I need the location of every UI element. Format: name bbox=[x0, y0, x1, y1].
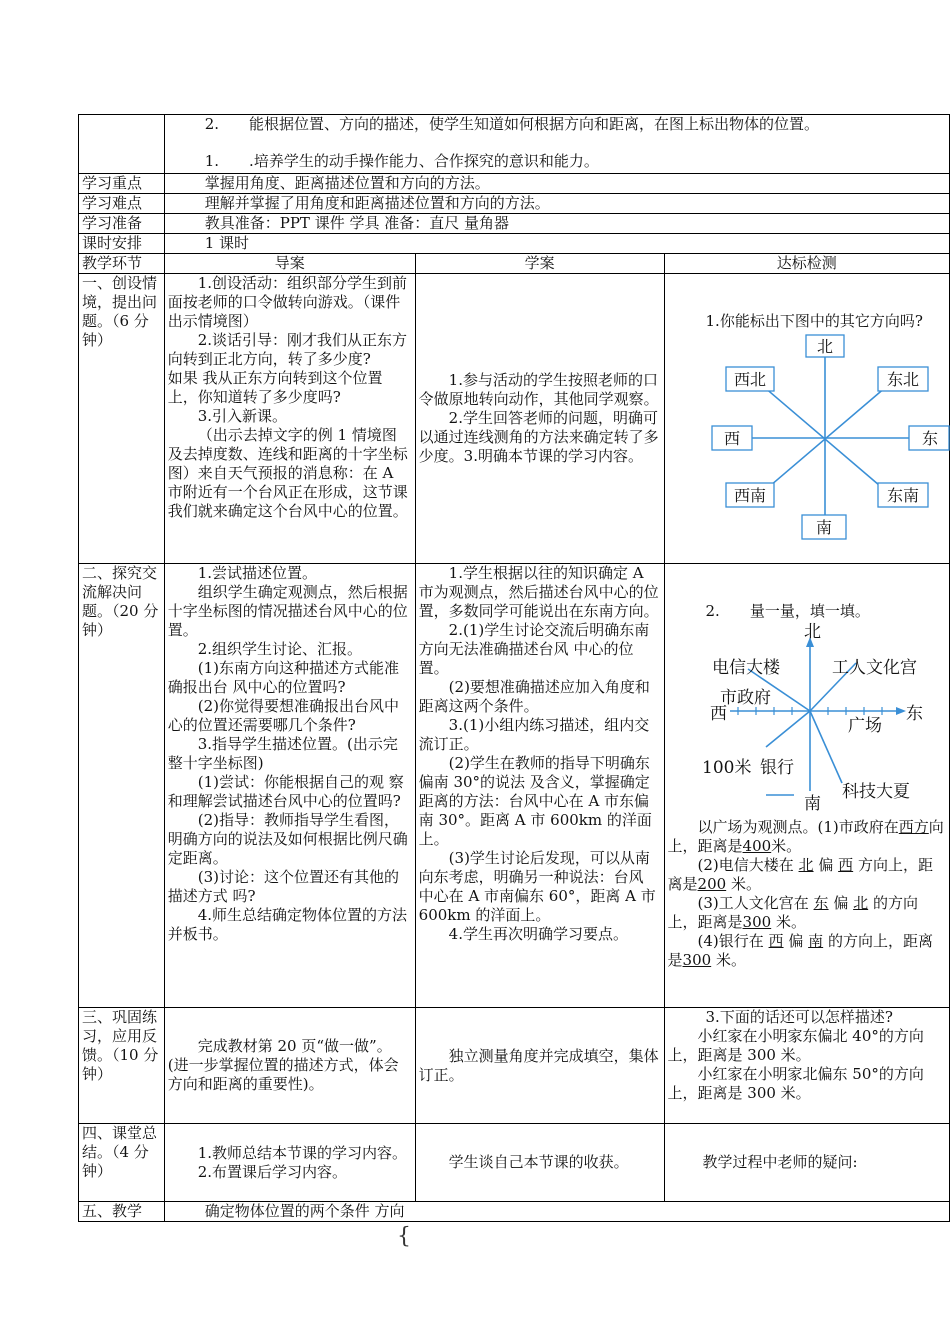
key-points-value: 掌握用角度、距离描述位置和方向的方法。 bbox=[164, 174, 949, 194]
brace-mark: { bbox=[397, 1224, 411, 1249]
stage2-study-p6: (3)学生讨论后发现，可以从南向东考虑，明确另一种说法：台风 中心在 A 市南偏东 60°，距离 A 市 600km 的洋面上。 bbox=[418, 849, 656, 924]
lesson-plan-table bbox=[78, 114, 950, 1222]
stage2-guide-p8: (2)指导：教师指导学生看图，明确方向的说法及如何根据比例尺确定距离。 bbox=[167, 811, 408, 867]
stage1-guide bbox=[164, 274, 415, 564]
answer-1-distance: 400 bbox=[742, 837, 772, 855]
stage2-study-p2: 2.(1)学生讨论交流后明确东南方向无法准确描述台风 中心的位置。 bbox=[418, 621, 650, 677]
stage1-check-title: 1.你能标出下图中的其它方向吗? bbox=[705, 312, 923, 330]
stage2-row bbox=[79, 564, 950, 1008]
compass-east-label: 东 bbox=[921, 429, 938, 448]
difficulty-row bbox=[79, 194, 950, 214]
stage4-label: 四、课堂总结。（4 分钟） bbox=[79, 1124, 165, 1202]
stage2-study-p3: (2)要想准确描述应加入角度和距离这两个条件。 bbox=[418, 678, 650, 715]
time-label: 课时安排 bbox=[79, 234, 165, 254]
location-map bbox=[701, 622, 938, 814]
stage2-study-p5: (2)学生在教师的指导下明确东偏南 30°的说法 及含义，掌握确定距离的方法：台风中心在 A 市东偏南 30°。距离 A 市 600km 的洋面上。 bbox=[418, 754, 652, 848]
stage1-guide-p3: 如果 我从正东方向转到这个位置上，你知道转了多少度吗? bbox=[167, 369, 383, 406]
stage4-guide-p2: 2.布置课后学习内容。 bbox=[197, 1162, 348, 1181]
stage1-row bbox=[79, 274, 950, 564]
answer-intro: 以广场为观测点。(1)市政府在西方向上，距离是400米。 bbox=[667, 818, 944, 855]
stage1-label: 一、创设情境，提出问题。（6 分钟） bbox=[79, 274, 165, 564]
difficulty-value: 理解并掌握了用角度和距离描述位置和方向的方法。 bbox=[164, 194, 949, 214]
map-north-label: 北 bbox=[803, 622, 821, 642]
stage3-guide: 完成教材第 20 页“做一做”。(进一步掌握位置的描述方式，体会方向和距离的重要性)。 bbox=[164, 1008, 415, 1124]
stage2-study-p4: 3.(1)小组内练习描述，组内交流订正。 bbox=[418, 716, 650, 753]
stage4-row bbox=[79, 1124, 950, 1202]
preparation-value: 教具准备：PPT 课件 学具 准备：直尺 量角器 bbox=[164, 214, 949, 234]
header-row bbox=[79, 254, 950, 274]
compass-southwest-label: 西南 bbox=[733, 486, 766, 505]
stage2-label: 二、探究交流解决问题。（20 分钟） bbox=[79, 564, 165, 1008]
header-stage: 教学环节 bbox=[79, 254, 165, 274]
map-telecom-label: 电信大楼 bbox=[711, 658, 780, 678]
stage1-study-p2: 2.学生回答老师的问题，明确可以通过连线测角的方法来确定转了多少度。3.明确本节课的学习内容。 bbox=[418, 409, 659, 465]
stage2-guide-p10: 4.师生总结确定物体位置的方法并板书。 bbox=[167, 906, 408, 943]
stage1-guide-p2: 2.谈话引导：刚才我们从正东方向转到正北方向，转了多少度? bbox=[167, 331, 408, 368]
stage3-label: 三、巩固练习，应用反馈。（10 分钟） bbox=[79, 1008, 165, 1124]
preparation-row bbox=[79, 214, 950, 234]
difficulty-label: 学习难点 bbox=[79, 194, 165, 214]
objective-1: 1. .培养学生的动手操作能力、合作探究的意识和能力。 bbox=[204, 152, 599, 170]
key-points-row bbox=[79, 174, 950, 194]
key-points-label: 学习重点 bbox=[79, 174, 165, 194]
map-square-label: 广场 bbox=[847, 716, 882, 736]
preparation-label: 学习准备 bbox=[79, 214, 165, 234]
stage1-study bbox=[415, 274, 664, 564]
stage4-study: 学生谈自己本节课的收获。 bbox=[415, 1124, 664, 1202]
stage2-check bbox=[664, 564, 949, 1008]
map-south-label: 南 bbox=[803, 794, 821, 814]
map-govt-label: 市政府 bbox=[719, 688, 771, 708]
stage2-study bbox=[415, 564, 664, 1008]
stage2-study-p1: 1.学生根据以往的知识确定 A 市为观测点，然后描述台风中心的位置，多数同学可能说出在东南方向。 bbox=[418, 564, 659, 620]
compass-north-label: 北 bbox=[816, 337, 833, 356]
map-east-label: 东 bbox=[905, 704, 923, 724]
objective-2: 2. 能根据位置、方向的描述，使学生知道如何根据方向和距离，在图上标出物体的位置。 bbox=[204, 115, 820, 133]
compass-diagram bbox=[710, 333, 940, 543]
answer-1-direction: 西方 bbox=[898, 818, 929, 836]
stage1-guide-p5: （出示去掉文字的例 1 情境图及去掉度数、连线和距离的十字坐标图）来自天气预报的消息称：在 A 市附近有一个台风正在形成，这节课我们就来确定这个台风中心的位置。 bbox=[167, 426, 408, 520]
time-value: 1 课时 bbox=[164, 234, 949, 254]
header-check: 达标检测 bbox=[664, 254, 949, 274]
map-palace-label: 工人文化宫 bbox=[831, 658, 917, 678]
stage3-study: 独立测量角度并完成填空，集体订正。 bbox=[415, 1008, 664, 1124]
header-study: 学案 bbox=[415, 254, 664, 274]
stage5-row bbox=[79, 1202, 950, 1222]
stage2-guide-p2: 组织学生确定观测点，然后根据十字坐标图的情况描述台风中心的位置。 bbox=[167, 583, 408, 639]
answer-4: (4)银行在 西 偏 南 的方向上，距离是300 米。 bbox=[667, 932, 933, 969]
stage2-guide bbox=[164, 564, 415, 1008]
answer-2: (2)电信大楼在 北 偏 西 方向上，距离是200 米。 bbox=[667, 856, 933, 893]
stage2-guide-p5: (2)你觉得要想准确报出台风中心的位置还需要哪几个条件? bbox=[167, 697, 399, 734]
stage5-content: 确定物体位置的两个条件 方向 bbox=[164, 1202, 949, 1222]
answer-3: (3)工人文化宫在 东 偏 北 的方向上，距离是300 米。 bbox=[667, 894, 918, 931]
stage1-guide-p1: 1.创设活动：组织部分学生到前面按老师的口令做转向游戏。（课件出示情境图） bbox=[167, 274, 408, 330]
stage1-check bbox=[664, 274, 949, 564]
stage2-check-title: 2. 量一量，填一填。 bbox=[705, 602, 870, 620]
stage4-guide bbox=[164, 1124, 415, 1202]
stage2-guide-p7: (1)尝试：你能根据自己的观 察和理解尝试描述台风中心的位置吗? bbox=[167, 773, 404, 810]
stage3-check bbox=[664, 1008, 949, 1124]
stage2-guide-p1: 1.尝试描述位置。 bbox=[197, 564, 318, 582]
compass-south-label: 南 bbox=[815, 518, 832, 537]
stage2-guide-p4: (1)东南方向这种描述方式能准确报出台 风中心的位置吗? bbox=[167, 659, 399, 696]
stage3-check-line1: 小红家在小明家东偏北 40°的方向上，距离是 300 米。 bbox=[667, 1027, 924, 1064]
stage3-check-line2: 小红家在小明家北偏东 50°的方向上，距离是 300 米。 bbox=[667, 1065, 924, 1102]
map-west-label: 西 bbox=[709, 704, 727, 724]
compass-west-label: 西 bbox=[723, 429, 740, 448]
map-bank-label: 银行 bbox=[759, 758, 794, 778]
stage2-guide-p6: 3.指导学生描述位置。(出示完整十字坐标图) bbox=[167, 735, 398, 772]
header-guide: 导案 bbox=[164, 254, 415, 274]
stage5-label: 五、教学 bbox=[79, 1202, 165, 1222]
stage1-guide-p4: 3.引入新课。 bbox=[197, 407, 288, 425]
stage2-study-p7: 4.学生再次明确学习要点。 bbox=[448, 925, 628, 943]
objectives-row bbox=[79, 115, 950, 174]
compass-northeast-label: 东北 bbox=[886, 370, 919, 389]
stage2-guide-p3: 2.组织学生讨论、汇报。 bbox=[197, 640, 363, 658]
map-tech-label: 科技大夏 bbox=[841, 782, 910, 802]
map-scale-label: 100米 bbox=[701, 758, 751, 778]
compass-northwest-label: 西北 bbox=[733, 370, 766, 389]
stage2-guide-p9: (3)讨论：这个位置还有其他的描述方式 吗? bbox=[167, 868, 399, 905]
stage1-study-p1: 1.参与活动的学生按照老师的口令做原地转向动作，其他同学观察。 bbox=[418, 371, 659, 408]
stage3-check-title: 3.下面的话还可以怎样描述? bbox=[705, 1008, 893, 1026]
compass-southeast-label: 东南 bbox=[886, 486, 919, 505]
stage4-check: 教学过程中老师的疑问: bbox=[664, 1124, 949, 1202]
time-row bbox=[79, 234, 950, 254]
stage4-guide-p1: 1.教师总结本节课的学习内容。 bbox=[197, 1143, 408, 1162]
stage3-row bbox=[79, 1008, 950, 1124]
